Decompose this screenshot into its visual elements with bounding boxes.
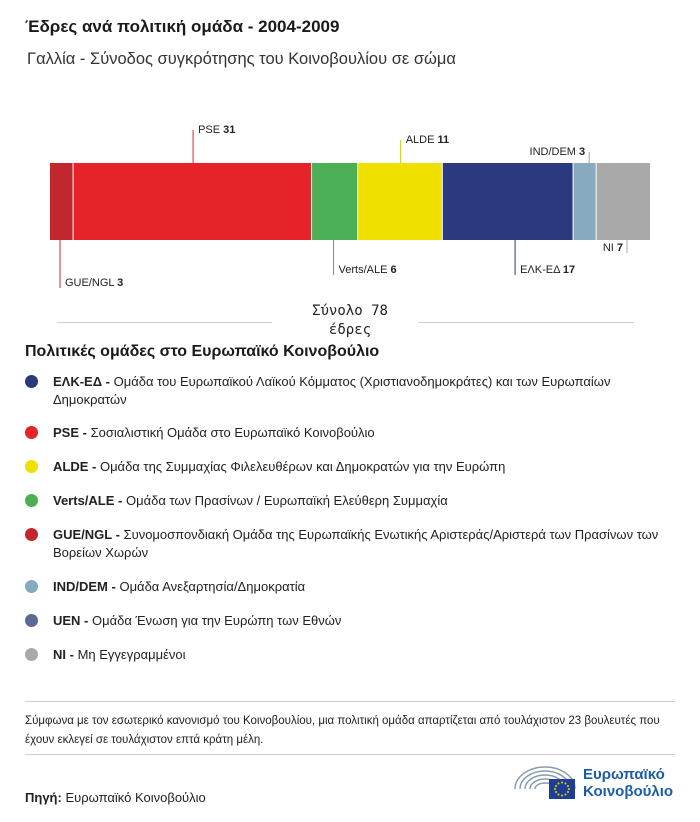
legend-abbr: IND/DEM - (53, 579, 116, 594)
legend-abbr: Verts/ALE - (53, 493, 123, 508)
legend-abbr: ΕΛΚ-ΕΔ - (53, 374, 111, 389)
total-seats (290, 302, 410, 340)
legend-item (25, 458, 665, 476)
legend-text (53, 646, 186, 664)
bar-label-verts-ale: Verts/ALE 6 (338, 264, 397, 276)
legend-desc: Συνομοσπονδιακή Ομάδα της Ευρωπαϊκής Ενωτικής Αριστεράς/Αριστερά των Πρασίνων των Βορείων Χωρών (53, 527, 659, 560)
total-divider-right (418, 322, 634, 323)
stacked-bar-chart (0, 110, 700, 290)
ep-logo-text (583, 766, 673, 800)
note-divider-bottom (25, 754, 675, 755)
european-parliament-hemicycle-flag-icon (513, 765, 577, 801)
legend-abbr: PSE - (53, 425, 87, 440)
legend-text (53, 424, 375, 442)
total-divider-left (57, 322, 272, 323)
bar-segment-ελκ-εδ (442, 163, 573, 240)
source-label: Πηγή: (25, 790, 62, 805)
legend-item (25, 492, 665, 510)
legend-desc: Μη Εγγεγραμμένοι (73, 647, 186, 662)
legend-text (53, 458, 505, 476)
legend-text (53, 526, 665, 562)
bar-label-ni: NI 7 (602, 242, 623, 254)
legend-dot-icon (25, 614, 38, 627)
source-value: Ευρωπαϊκό Κοινοβούλιο (65, 790, 206, 805)
legend-item (25, 373, 665, 409)
bar-segment-ind-dem (573, 163, 596, 240)
bar-segment-verts-ale (312, 163, 358, 240)
legend-title: Πολιτικές ομάδες στο Ευρωπαϊκό Κοινοβούλιο (25, 343, 380, 360)
legend-dot-icon (25, 375, 38, 388)
legend-text (53, 492, 448, 510)
bar-label-ελκ-εδ: ΕΛΚ-ΕΔ 17 (520, 264, 576, 276)
legend-dot-icon (25, 426, 38, 439)
legend-text (53, 612, 341, 630)
note-divider-top (25, 701, 675, 702)
legend-item (25, 612, 665, 630)
chart-subtitle: Γαλλία - Σύνοδος συγκρότησης του Κοινοβουλίου σε σώμα (27, 50, 456, 68)
bar-segment-alde (358, 163, 443, 240)
legend-item (25, 526, 665, 562)
ep-logo[interactable] (513, 765, 673, 801)
legend-abbr: UEN - (53, 613, 89, 628)
legend-abbr: ALDE - (53, 459, 97, 474)
bar-segment-gue-ngl (50, 163, 73, 240)
legend-desc: Ομάδα του Ευρωπαϊκού Λαϊκού Κόμματος (Χριστιανοδημοκράτες) και των Ευρωπαίων Δημοκρατών (53, 374, 611, 407)
legend-abbr: GUE/NGL - (53, 527, 120, 542)
legend-desc: Ομάδα Ένωση για την Ευρώπη των Εθνών (88, 613, 342, 628)
legend-abbr: NI - (53, 647, 74, 662)
total-seats-line1: Σύνολο 78 (312, 303, 388, 319)
bar-label-gue-ngl: GUE/NGL 3 (65, 277, 124, 289)
bar-segment-pse (73, 163, 311, 240)
total-seats-line2: έδρες (328, 322, 372, 338)
legend-item (25, 646, 665, 664)
legend-desc: Ομάδα της Συμμαχίας Φιλελευθέρων και Δημοκρατών για την Ευρώπη (96, 459, 506, 474)
legend-text (53, 373, 665, 409)
legend-dot-icon (25, 528, 38, 541)
chart-title: Έδρες ανά πολιτική ομάδα - 2004-2009 (25, 17, 340, 36)
bar-label-ind-dem: IND/DEM 3 (529, 146, 586, 158)
legend-desc: Σοσιαλιστική Ομάδα στο Ευρωπαϊκό Κοινοβούλιο (86, 425, 375, 440)
legend-dot-icon (25, 648, 38, 661)
legend-dot-icon (25, 580, 38, 593)
ep-logo-line1: Ευρωπαϊκό (583, 766, 665, 783)
ep-logo-line2: Κοινοβούλιο (583, 783, 674, 800)
legend-dot-icon (25, 494, 38, 507)
legend-dot-icon (25, 460, 38, 473)
legend-item (25, 424, 665, 442)
bar-label-alde: ALDE 11 (405, 134, 450, 146)
legend-desc: Ομάδα Ανεξαρτησία/Δημοκρατία (115, 579, 306, 594)
bar-label-pse: PSE 31 (198, 124, 236, 136)
source (25, 790, 206, 805)
bar-segment-ni (596, 163, 650, 240)
legend-desc: Ομάδα των Πρασίνων / Ευρωπαϊκή Ελεύθερη Συμμαχία (122, 493, 448, 508)
legend-text (53, 578, 305, 596)
legend-item (25, 578, 665, 596)
footnote: Σύμφωνα με τον εσωτερικό κανονισμό του Κοινοβουλίου, μια πολιτική ομάδα απαρτίζεται από τουλάχιστον 23 βουλευτές που έχουν εκλεγεί σε τουλάχιστον επτά κράτη μέλη. (25, 715, 660, 746)
